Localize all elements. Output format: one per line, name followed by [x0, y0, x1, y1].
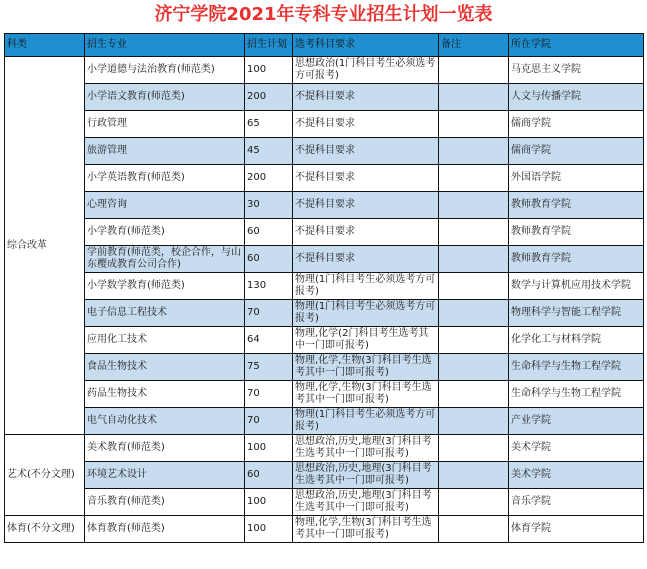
- table-row: [5, 246, 644, 273]
- requirement-cell: 思想政治(1门科目考生必须选考方可报考): [293, 57, 439, 84]
- table-row: [5, 192, 644, 219]
- table-row: [5, 489, 644, 516]
- college-cell: 儒商学院: [509, 111, 644, 138]
- requirement-cell: 物理(1门科目考生必须选考方可报考): [293, 300, 439, 327]
- header-requirement: 选考科目要求: [293, 34, 439, 57]
- major-cell: 电气自动化技术: [85, 408, 245, 435]
- table-row: [5, 516, 644, 543]
- quota-cell: 30: [245, 192, 293, 219]
- college-cell: 美术学院: [509, 435, 644, 462]
- college-cell: 教师教育学院: [509, 192, 644, 219]
- note-cell: [439, 489, 509, 516]
- quota-cell: 70: [245, 300, 293, 327]
- requirement-cell: 物理,化学,生物(3门科目考生选考其中一门即可报考): [293, 381, 439, 408]
- quota-cell: 60: [245, 246, 293, 273]
- category-cell: 艺术(不分文理): [5, 435, 85, 516]
- college-cell: 外国语学院: [509, 165, 644, 192]
- quota-cell: 75: [245, 354, 293, 381]
- major-cell: 应用化工技术: [85, 327, 245, 354]
- quota-cell: 70: [245, 408, 293, 435]
- college-cell: 数学与计算机应用技术学院: [509, 273, 644, 300]
- quota-cell: 100: [245, 57, 293, 84]
- header-category: 科类: [5, 34, 85, 57]
- note-cell: [439, 381, 509, 408]
- table-row: [5, 165, 644, 192]
- major-cell: 药品生物技术: [85, 381, 245, 408]
- major-cell: 旅游管理: [85, 138, 245, 165]
- page-title: 济宁学院2021年专科专业招生计划一览表: [154, 4, 493, 25]
- requirement-cell: 物理(1门科目考生必须选考方可报考): [293, 273, 439, 300]
- major-cell: 电子信息工程技术: [85, 300, 245, 327]
- college-cell: 化学化工与材料学院: [509, 327, 644, 354]
- note-cell: [439, 516, 509, 543]
- header-major: 招生专业: [85, 34, 245, 57]
- requirement-cell: 不提科目要求: [293, 165, 439, 192]
- quota-cell: 100: [245, 489, 293, 516]
- table-header-row: [5, 34, 644, 57]
- requirement-cell: 物理,化学,生物(3门科目考生选考其中一门即可报考): [293, 516, 439, 543]
- table-row: [5, 408, 644, 435]
- note-cell: [439, 327, 509, 354]
- quota-cell: 70: [245, 381, 293, 408]
- major-cell: 小学英语教育(师范类): [85, 165, 245, 192]
- table-row: [5, 111, 644, 138]
- college-cell: 儒商学院: [509, 138, 644, 165]
- college-cell: 美术学院: [509, 462, 644, 489]
- table-row: [5, 327, 644, 354]
- note-cell: [439, 111, 509, 138]
- major-cell: 美术教育(师范类): [85, 435, 245, 462]
- requirement-cell: 物理(1门科目考生必须选考方可报考): [293, 408, 439, 435]
- table-row: [5, 435, 644, 462]
- note-cell: [439, 273, 509, 300]
- requirement-cell: 不提科目要求: [293, 192, 439, 219]
- college-cell: 体育学院: [509, 516, 644, 543]
- major-cell: 学前教育(师范类，校企合作，与山东樱成教育公司合作): [85, 246, 245, 273]
- college-cell: 人文与传播学院: [509, 84, 644, 111]
- requirement-cell: 物理,化学(2门科目考生选考其中一门即可报考): [293, 327, 439, 354]
- major-cell: 小学道德与法治教育(师范类): [85, 57, 245, 84]
- table-row: [5, 381, 644, 408]
- quota-cell: 100: [245, 435, 293, 462]
- requirement-cell: 不提科目要求: [293, 138, 439, 165]
- note-cell: [439, 219, 509, 246]
- requirement-cell: 思想政治,历史,地理(3门科目考生选考其中一门即可报考): [293, 489, 439, 516]
- college-cell: 教师教育学院: [509, 219, 644, 246]
- table-row: [5, 57, 644, 84]
- note-cell: [439, 246, 509, 273]
- major-cell: 体育教育(师范类): [85, 516, 245, 543]
- note-cell: [439, 165, 509, 192]
- table-row: [5, 462, 644, 489]
- table-row: [5, 84, 644, 111]
- note-cell: [439, 408, 509, 435]
- quota-cell: 200: [245, 165, 293, 192]
- header-college: 所在学院: [509, 34, 644, 57]
- category-cell: 体育(不分文理): [5, 516, 85, 543]
- quota-cell: 65: [245, 111, 293, 138]
- enrollment-plan-table: [4, 33, 644, 543]
- note-cell: [439, 57, 509, 84]
- requirement-cell: 思想政治,历史,地理(3门科目考生选考其中一门即可报考): [293, 435, 439, 462]
- note-cell: [439, 354, 509, 381]
- requirement-cell: 不提科目要求: [293, 111, 439, 138]
- header-note: 备注: [439, 34, 509, 57]
- major-cell: 小学语文教育(师范类): [85, 84, 245, 111]
- note-cell: [439, 138, 509, 165]
- table-body: [5, 57, 644, 543]
- college-cell: 生命科学与生物工程学院: [509, 381, 644, 408]
- college-cell: 教师教育学院: [509, 246, 644, 273]
- note-cell: [439, 300, 509, 327]
- college-cell: 音乐学院: [509, 489, 644, 516]
- major-cell: 行政管理: [85, 111, 245, 138]
- requirement-cell: 思想政治,历史,地理(3门科目考生选考其中一门即可报考): [293, 462, 439, 489]
- note-cell: [439, 462, 509, 489]
- requirement-cell: 不提科目要求: [293, 246, 439, 273]
- quota-cell: 64: [245, 327, 293, 354]
- table-row: [5, 138, 644, 165]
- quota-cell: 45: [245, 138, 293, 165]
- quota-cell: 100: [245, 516, 293, 543]
- category-cell: 综合改革: [5, 57, 85, 435]
- table-row: [5, 219, 644, 246]
- college-cell: 物理科学与智能工程学院: [509, 300, 644, 327]
- quota-cell: 60: [245, 462, 293, 489]
- quota-cell: 130: [245, 273, 293, 300]
- major-cell: 心理咨询: [85, 192, 245, 219]
- header-quota: 招生计划: [245, 34, 293, 57]
- requirement-cell: 不提科目要求: [293, 84, 439, 111]
- quota-cell: 200: [245, 84, 293, 111]
- college-cell: 生命科学与生物工程学院: [509, 354, 644, 381]
- major-cell: 小学数学教育(师范类): [85, 273, 245, 300]
- requirement-cell: 不提科目要求: [293, 219, 439, 246]
- major-cell: 环境艺术设计: [85, 462, 245, 489]
- quota-cell: 60: [245, 219, 293, 246]
- note-cell: [439, 84, 509, 111]
- note-cell: [439, 192, 509, 219]
- college-cell: 马克思主义学院: [509, 57, 644, 84]
- major-cell: 小学教育(师范类): [85, 219, 245, 246]
- major-cell: 食品生物技术: [85, 354, 245, 381]
- table-row: [5, 273, 644, 300]
- major-cell: 音乐教育(师范类): [85, 489, 245, 516]
- note-cell: [439, 435, 509, 462]
- requirement-cell: 物理,化学,生物(3门科目考生选考其中一门即可报考): [293, 354, 439, 381]
- table-row: [5, 354, 644, 381]
- college-cell: 产业学院: [509, 408, 644, 435]
- table-row: [5, 300, 644, 327]
